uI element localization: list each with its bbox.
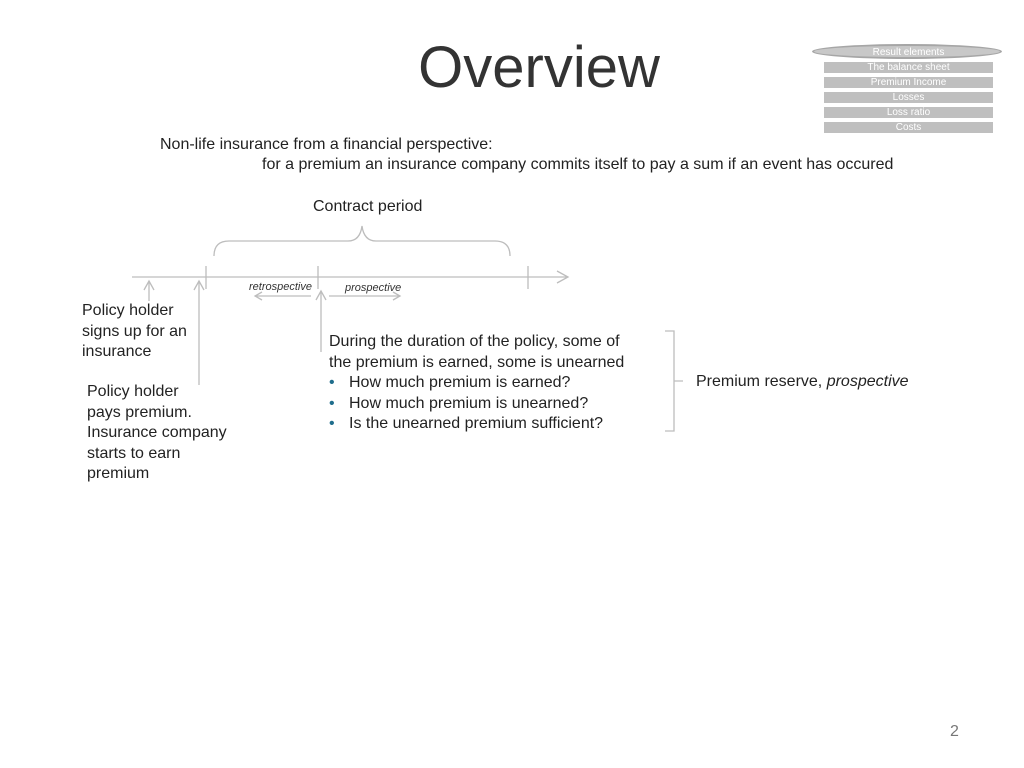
signup-line: signs up for an — [82, 322, 187, 340]
nav-item-premium-income[interactable]: Premium Income — [824, 77, 993, 88]
signup-line: Policy holder — [82, 302, 174, 319]
premium-reserve-label — [696, 372, 909, 393]
bullet-item: • How much premium is earned? — [329, 373, 624, 394]
pays-annotation — [87, 382, 227, 485]
nav-item-losses[interactable]: Losses — [824, 92, 993, 103]
intro-line-2-end: occured — [836, 156, 894, 173]
contract-period-label: Contract period — [313, 198, 423, 215]
page-title: Overview — [418, 35, 660, 100]
nav-item-loss-ratio[interactable]: Loss ratio — [824, 107, 993, 118]
reserve-bracket — [665, 331, 683, 431]
pays-line: premium — [87, 465, 150, 482]
pays-line: pays premium. — [87, 403, 192, 421]
premium-reserve-text: Premium reserve, — [696, 373, 827, 390]
duration-text — [329, 332, 624, 435]
pays-line: starts to earn — [87, 444, 181, 462]
nav-item-costs[interactable]: Costs — [824, 122, 993, 133]
duration-bullets — [329, 373, 624, 435]
nav-item-result-elements[interactable]: Result elements — [872, 47, 945, 58]
intro-line-2-text: for a premium an insurance company commits itself to pay a sum if an event has — [262, 156, 833, 173]
contract-period-brace — [214, 226, 510, 256]
prospective-label: prospective — [345, 282, 402, 294]
pays-line: Policy holder — [87, 383, 179, 400]
premium-reserve-italic: prospective — [826, 373, 909, 390]
page-number: 2 — [950, 723, 959, 740]
signup-annotation — [82, 301, 187, 363]
signup-line: insurance — [82, 343, 152, 360]
bullet-item: • How much premium is unearned? — [329, 394, 624, 415]
bullet-item: • Is the unearned premium sufficient? — [329, 414, 624, 435]
nav-item-balance-sheet[interactable]: The balance sheet — [824, 62, 993, 73]
retrospective-label: retrospective — [249, 281, 312, 293]
duration-line: the premium is earned, some is unearned — [329, 353, 625, 371]
intro-line-1: Non-life insurance from a financial perspective: — [160, 136, 493, 153]
pays-line: Insurance company — [87, 424, 227, 441]
duration-line: During the duration of the policy, some of — [329, 333, 620, 350]
